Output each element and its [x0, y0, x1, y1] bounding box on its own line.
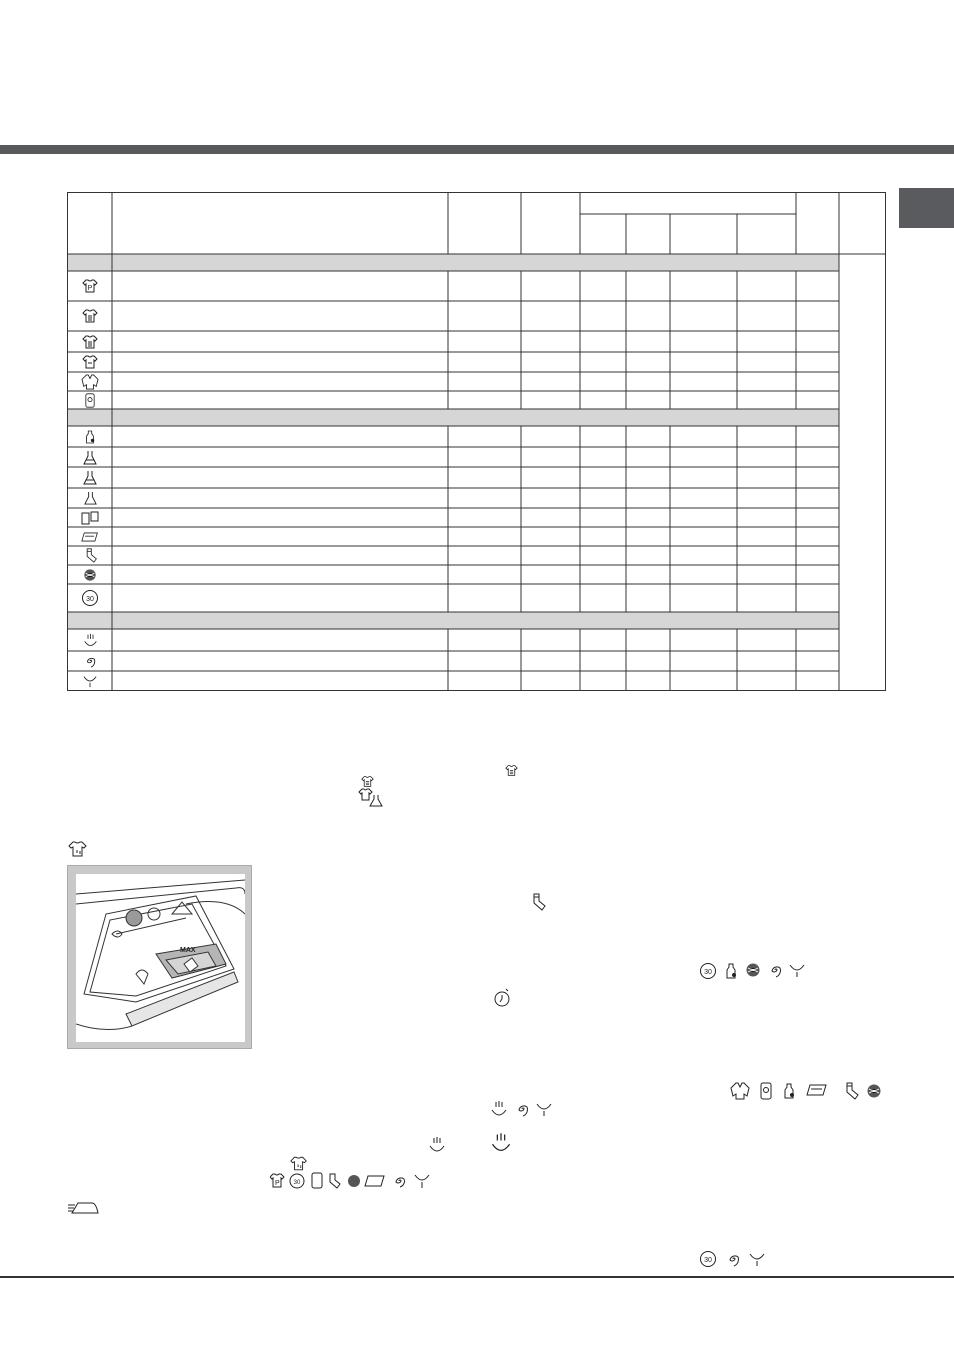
towel-icon	[806, 1083, 828, 1097]
baby-bottle-icon	[68, 426, 112, 447]
shirt-drops-icon	[68, 841, 88, 858]
shirt-lines-icon	[361, 775, 374, 788]
wool-ball-icon	[745, 962, 761, 978]
rinse-icon	[68, 629, 112, 651]
rinse-icon	[428, 1136, 446, 1154]
timer-30-icon	[699, 1250, 717, 1268]
shirt-drops-icon	[290, 1156, 308, 1172]
timer-30-icon	[68, 584, 112, 612]
wool-ball-icon	[866, 1083, 882, 1099]
table-grid	[67, 192, 886, 691]
section-band-1	[68, 254, 839, 271]
svg-text:P: P	[275, 1180, 280, 1187]
baby-bottle-icon	[782, 1082, 796, 1100]
spin-icon	[767, 962, 783, 978]
delay-timer-icon	[493, 987, 511, 1007]
footer-rule	[0, 1276, 954, 1278]
programme-table	[67, 192, 886, 691]
baby-bottle-icon	[724, 962, 738, 980]
drain-icon	[789, 962, 805, 978]
svg-text:30: 30	[86, 596, 94, 603]
timer-30-icon	[699, 962, 717, 980]
shirt-flask-icon	[358, 788, 384, 808]
flask-icon	[68, 467, 112, 488]
shirt-p-icon	[68, 271, 112, 301]
tank-pair-icon	[68, 508, 112, 527]
programme-icon-strip	[270, 1172, 445, 1190]
shirt-lines-icon	[68, 331, 112, 352]
max-label: MAX	[180, 947, 196, 954]
shirt-lines-icon	[505, 764, 518, 777]
wool-ball-icon	[68, 565, 112, 584]
iron-icon	[68, 1200, 100, 1216]
tank-icon	[759, 1082, 773, 1100]
sock-icon	[842, 1082, 860, 1100]
towel-icon	[68, 527, 112, 546]
sock-icon	[68, 546, 112, 565]
section-band-2	[68, 409, 839, 426]
header-accent-bar	[0, 145, 954, 154]
language-tab[interactable]	[899, 188, 954, 228]
drain-icon	[536, 1101, 552, 1117]
rinse-icon	[490, 1100, 508, 1118]
svg-text:30: 30	[293, 1180, 301, 1186]
shirt-lines-icon	[68, 301, 112, 331]
detergent-drawer-illustration	[67, 865, 252, 1049]
svg-text:P: P	[87, 285, 93, 292]
spin-icon	[725, 1251, 741, 1267]
shirt-icon	[68, 352, 112, 372]
jacket-icon	[730, 1082, 750, 1100]
drain-icon	[749, 1251, 765, 1267]
flask-icon	[68, 447, 112, 467]
drain-icon	[68, 671, 112, 691]
section-band-3	[68, 612, 839, 629]
svg-text:30: 30	[704, 969, 712, 976]
svg-text:30: 30	[704, 1257, 712, 1264]
tank-icon	[68, 391, 112, 409]
sock-icon	[529, 893, 547, 911]
jacket-icon	[68, 372, 112, 391]
spin-icon	[68, 651, 112, 671]
rinse-icon-large	[490, 1132, 512, 1154]
spin-icon	[514, 1101, 530, 1117]
flask-small-icon	[68, 488, 112, 508]
